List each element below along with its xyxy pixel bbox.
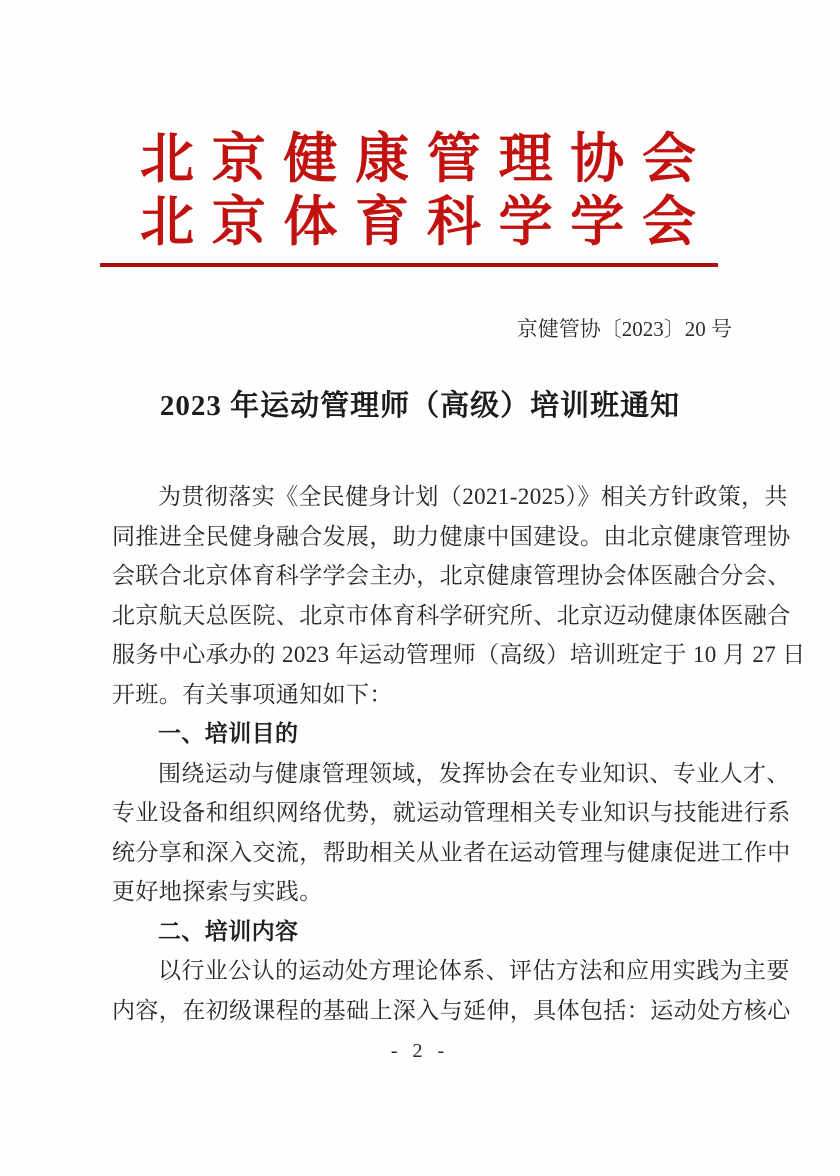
letterhead — [140, 128, 715, 254]
text-line: 开班。有关事项通知如下： — [112, 681, 393, 707]
text-line: 内容，在初级课程的基础上深入与延伸，具体包括：运动处方核心 — [112, 997, 791, 1023]
document-number: 京健管协〔2023〕20 号 — [516, 317, 732, 341]
org-name-line-2: 北京体育科学学会 — [140, 192, 696, 252]
page-number: - 2 - — [390, 1040, 450, 1062]
document-title: 2023 年运动管理师（高级）培训班通知 — [159, 390, 681, 422]
text-line: 北京航天总医院、北京市体育科学研究所、北京迈动健康体医融合 — [112, 602, 791, 628]
text-line: 同推进全民健身融合发展，助力健康中国建设。由北京健康管理协 — [112, 523, 791, 549]
text-line: 一、培训目的 — [158, 720, 299, 746]
text-line: 统分享和深入交流，帮助相关从业者在运动管理与健康促进工作中 — [112, 839, 791, 865]
section-heading — [112, 714, 732, 754]
text-line: 更好地探索与实践。 — [112, 879, 323, 904]
text-line: 服务中心承办的 2023 年运动管理师（高级）培训班定于 10 月 27 日 — [112, 642, 806, 667]
text-line: 围绕运动与健康管理领域，发挥协会在专业知识、专业人才、 — [158, 760, 790, 786]
section-heading — [112, 912, 732, 952]
paragraph — [112, 477, 806, 714]
text-line: 二、培训内容 — [158, 917, 299, 944]
paragraph — [112, 754, 791, 912]
paragraph — [112, 951, 791, 1030]
text-line: 为贯彻落实《全民健身计划（2021-2025）》相关方针政策，共 — [158, 484, 788, 509]
document-body — [112, 477, 806, 1030]
org-name-line-1: 北京健康管理协会 — [140, 129, 696, 189]
red-divider-line — [100, 263, 718, 267]
text-line: 专业设备和组织网络优势，就运动管理相关专业知识与技能进行系 — [112, 800, 791, 825]
text-line: 会联合北京体育科学学会主办，北京健康管理协会体医融合分会、 — [112, 563, 791, 588]
text-line: 以行业公认的运动处方理论体系、评估方法和应用实践为主要 — [158, 958, 790, 983]
